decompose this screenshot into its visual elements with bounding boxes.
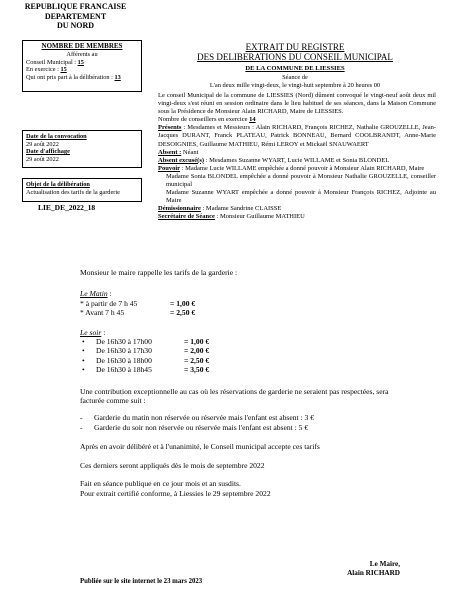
convocation-title: Date de la convocation: [26, 133, 87, 140]
secretary-value: : Monsieur Guillaume MATHIEU: [214, 213, 305, 221]
tarif-label: De 16h30 à 18h45: [96, 365, 152, 375]
absent-label: Absent :: [158, 148, 182, 156]
tarif-row: [80, 308, 410, 317]
secretary-label: Secrétaire de Séance: [158, 213, 215, 221]
members-afferents-label: Afférents au: [66, 50, 98, 58]
seance-label: Séance de: [282, 74, 308, 81]
tarif-price: = 3,50 €: [184, 365, 210, 375]
matin-colon: :: [107, 289, 112, 299]
fait-text-2: Pour extrait certifié conforme, à Liessies le 29 septembre 2022: [80, 488, 271, 498]
affichage-date: 29 août 2022: [26, 155, 59, 163]
members-exercise-label: En exercice :: [26, 66, 59, 74]
seance-info: [170, 74, 420, 89]
tarif-row: [80, 356, 410, 365]
convocation-box: [22, 130, 142, 168]
application-text: Ces derniers seront appliqués dès le mois de septembre 2022: [80, 460, 265, 470]
tarif-row: [80, 337, 410, 346]
tarif-row: [80, 365, 410, 374]
tarif-price: = 2,50 €: [170, 308, 196, 318]
affichage-title: Date d'affichage: [26, 148, 70, 156]
pouvoir-label: Pouvoir: [158, 164, 181, 172]
seance-date: L'an deux mille vingt-deux, le vingt-huit septembre à 20 heures 00: [209, 81, 381, 89]
members-title: NOMBRE DE MEMBRES: [41, 42, 123, 50]
council-count-label: Nombre de conseillers en exercice: [158, 116, 248, 124]
demission-label: Démissionnaire: [158, 205, 201, 213]
dash: -: [80, 413, 83, 423]
signature: [300, 560, 400, 578]
tarif-label: * Avant 7 h 45: [80, 308, 125, 318]
signature-role: Le Maire,: [369, 560, 400, 568]
council-count-value: 14: [249, 116, 256, 124]
tarifs-intro: Monsieur le maire rappelle les tarifs de la garderie :: [80, 268, 238, 277]
tarif-row: [80, 346, 410, 355]
garderie-text: Garderie du soir non réservée ou réservée mais l'enfant est absent : 5 €: [94, 422, 309, 432]
matin-title: Le Matin: [80, 289, 108, 299]
pouvoir-3: Madame Suzanne WYART empêchée a donné pouvoir à Monsieur François RICHEZ, Adjointe au Maire: [166, 189, 436, 205]
decision-text: Après en avoir délibéré et à l'unanimité, le Conseil municipal accepte ces tarifs: [80, 442, 320, 452]
republic-line: REPUBLIQUE FRANCAISE: [24, 2, 127, 11]
attendance-section: [158, 92, 436, 222]
members-deliberation-value: 13: [114, 74, 121, 82]
tarif-price: = 1,00 €: [184, 337, 210, 347]
council-intro: Le conseil Municipal de la commune de LIESSIES (Nord) dûment convoqué le vingt-neuf août deux mil vingt-deux s'est réuni en session ordinaire dans le lieu habituel de ses séances, dans la Maison Commune sous la Présidence de Monsieur Alain RICHARD, Maire de LIESSIES.: [158, 92, 436, 116]
soir-colon: :: [101, 327, 106, 337]
presents-list: : Mesdames et Messieurs : Alain RICHARD, François RICHEZ, Nathalie GROUZELLE, Jean-Jacques DURANT, Franck PLATEAU, Patrick BONNEAU, Bernard COOLBRANDT, Anne-Marie DESOIGNIES, Guillaume MATHIEU, Rémi LEROY et Mickaël SNAUWAERT: [158, 124, 436, 148]
publication-note: Publiée sur le site internet le 23 mars 2023: [80, 578, 203, 585]
deliberation-reference: LIE_DE_2022_18: [38, 203, 96, 212]
deliberation-body: [80, 268, 410, 498]
garderie-row: [80, 413, 410, 422]
commune-name: DE LA COMMUNE DE LIESSIES: [245, 65, 345, 72]
pouvoir-1: : Madame Lucie WILLAME empêchée a donné pouvoir à Monsieur Alain RICHARD, Maire: [180, 164, 425, 172]
extract-title: [170, 42, 420, 62]
members-council-label: Conseil Municipal :: [26, 58, 77, 66]
absent-excused-label: Absent excusé(s): [158, 156, 205, 164]
objet-box: [22, 178, 142, 202]
region-line: DU NORD: [56, 21, 95, 30]
republic-header: [8, 2, 143, 31]
soir-title: Le soir: [80, 327, 102, 337]
tarif-price: = 2,00 €: [184, 346, 210, 356]
presents-label: Présents: [158, 124, 182, 132]
contribution-text: Une contribution exceptionnelle au cas où les réservations de garderie ne seraient pas respectées, sera facturée comme suit :: [80, 386, 389, 406]
tarif-label: * à partir de 7 h 45: [80, 298, 138, 308]
garderie-text: Garderie du matin non réservée ou réservée mais l'enfant est absent : 3 €: [94, 413, 315, 423]
extract-title-line-2: DES DELIBERATIONS DU CONSEIL MUNICIPAL: [197, 52, 393, 62]
tarif-label: De 16h30 à 17h00: [96, 337, 152, 347]
tarif-row: [80, 299, 410, 308]
signature-name: Alain RICHARD: [347, 569, 400, 577]
members-council-value: 15: [77, 58, 84, 66]
members-deliberation-label: Qui ont pris part à la délibération :: [26, 74, 113, 82]
demission-value: : Madame Sandrine CLAISSE: [200, 205, 282, 213]
convocation-date: 29 août 2022: [26, 140, 59, 148]
absent-value: Néant: [181, 148, 199, 156]
tarif-price: = 1,00 €: [170, 298, 196, 308]
members-exercise-value: 15: [60, 66, 67, 74]
bullet: •: [82, 355, 85, 365]
absent-excused-list: : Mesdames Suzanne WYART, Lucie WILLAME et Sonia BLONDEL: [205, 156, 390, 164]
dash: -: [80, 422, 83, 432]
objet-text: Actualisation des tarifs de la garderie: [26, 188, 120, 196]
bullet: •: [82, 337, 85, 347]
fait-text-1: Fait en séance publique en ce jour mois et an susdits.: [80, 479, 241, 489]
garderie-row: [80, 423, 410, 432]
tarif-price: = 2,50 €: [184, 355, 210, 365]
tarif-label: De 16h30 à 18h00: [96, 355, 152, 365]
pouvoir-2: Madame Sonia BLONDEL empêchée a donné pouvoir à Monsieur Nathalie GROUZELLE, conseiller municipal: [166, 172, 436, 189]
objet-title: Objet de la délibération: [26, 181, 90, 188]
extract-title-line-1: EXTRAIT DU REGISTRE: [245, 42, 345, 52]
members-box: [22, 40, 142, 92]
department-line: DEPARTEMENT: [44, 11, 107, 21]
bullet: •: [82, 365, 85, 375]
bullet: •: [82, 346, 85, 356]
tarif-label: De 16h30 à 17h30: [96, 346, 152, 356]
